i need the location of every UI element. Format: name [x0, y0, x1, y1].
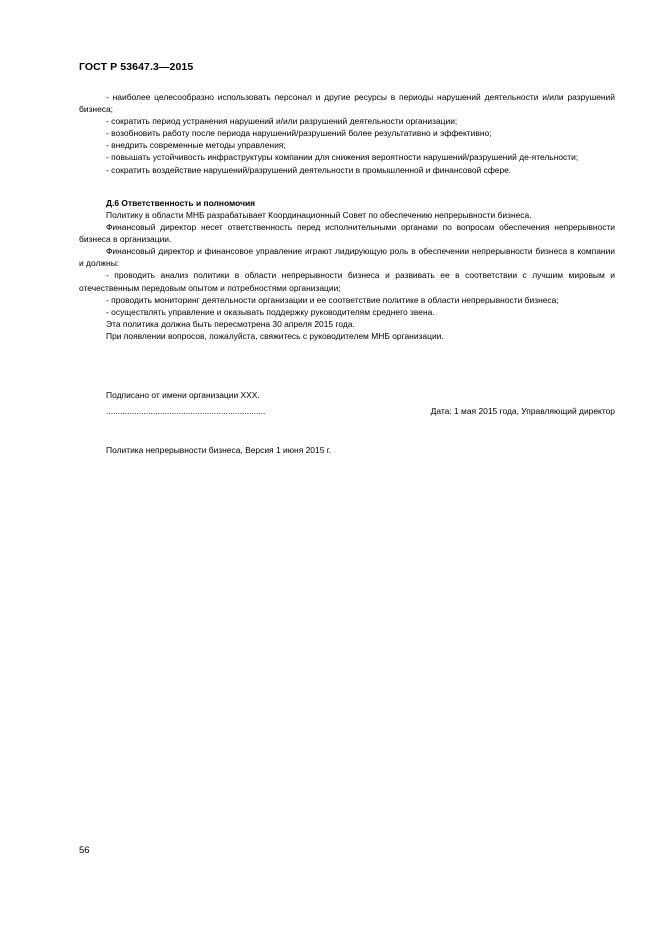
signature-date: Дата: 1 мая 2015 года, Управляющий директор	[430, 406, 615, 416]
list-item: - проводить мониторинг деятельности организации и ее соответствие политике в области непрерывности бизнеса;	[106, 294, 559, 305]
policy-version: Политика непрерывности бизнеса, Версия 1 июня 2015 г.	[106, 445, 332, 455]
document-header-standard: ГОСТ Р 53647.3—2015	[79, 61, 194, 73]
signature-dotted-line: ....................................................................	[106, 406, 266, 416]
paragraph: При появлении вопросов, пожалуйста, свяжитесь с руководителем МНБ организации.	[106, 330, 444, 341]
measures-list	[79, 91, 615, 176]
list-item: - сократить период устранения нарушений и/или разрушений деятельности организации;	[106, 116, 458, 127]
paragraph: Эта политика должна быть пересмотрена 30 апреля 2015 года.	[106, 318, 355, 329]
list-item: - внедрить современные методы управления;	[106, 140, 286, 151]
paragraph: Финансовый директор несет ответственность перед исполнительными органами по вопросам обеспечения непрерывности бизнеса в организации.	[79, 222, 615, 245]
list-item: - проводить анализ политики в области непрерывности бизнеса и развивать ее в соответствии с лучшим мировым и отечественным передовым опытом и потребностями организации;	[79, 270, 615, 293]
list-item: - наиболее целесообразно использовать персонал и другие ресурсы в периоды нарушений деятельности и/или разрушений бизнеса;	[79, 92, 615, 115]
signed-statement: Подписано от имени организации XXX.	[106, 390, 260, 400]
list-item: - осуществлять управление и оказывать поддержку руководителям среднего звена.	[106, 306, 435, 317]
page-number: 56	[79, 845, 90, 856]
section-heading: Д.6 Ответственность и полномочия	[106, 198, 256, 208]
list-item: - возобновить работу после периода нарушений/разрушений более результативно и эффективно;	[106, 128, 492, 139]
responsibility-section-body	[79, 209, 615, 342]
paragraph: Политику в области МНБ разрабатывает Координационный Совет по обеспечению непрерывности бизнеса.	[106, 210, 532, 220]
list-item: - сократить воздействие нарушений/разрушений деятельности в промышленной и финансовой сфере.	[106, 164, 512, 175]
list-item: - повышать устойчивость инфраструктуры компании для снижения вероятности нарушений/разрушений де-ятельности;	[106, 152, 579, 163]
paragraph: Финансовый директор и финансовое управление играют лидирующую роль в обеспечении непрерывности бизнеса в компании и должны:	[79, 246, 615, 269]
